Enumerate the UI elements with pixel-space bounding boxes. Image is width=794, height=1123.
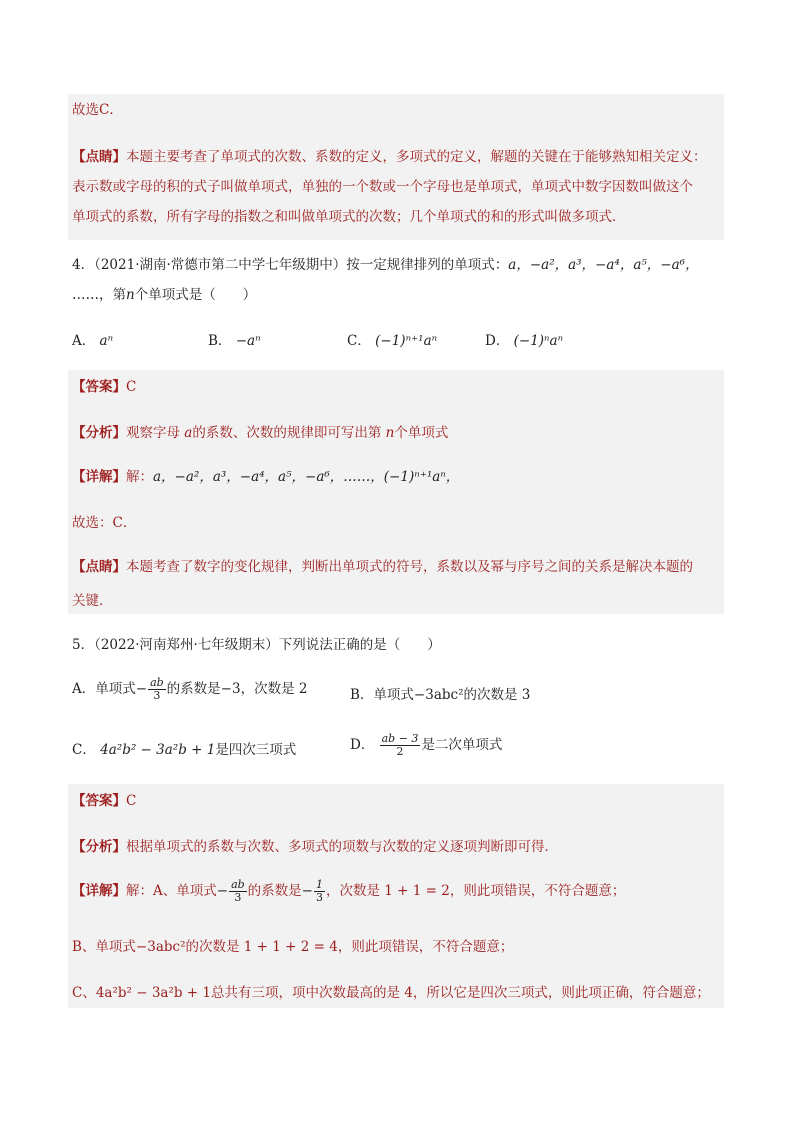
q4-stem-line-2: ……，第n个单项式是（ ） [72, 287, 257, 303]
q5-option-d: D． $\frac{ab - 3}{2}$ 是二次单项式 [350, 732, 503, 758]
q5-option-a: A．单项式− $\frac{ab}{3}$ 的系数是−3，次数是 2 [72, 676, 308, 702]
q5-detail-b: B、单项式−3abc²的次数是 1 + 1 + 2 = 4，则此项错误，不符合题意； [72, 939, 514, 955]
q4-sequence: a，−a²，a³，−a⁴，a⁵，−a⁶， [508, 257, 699, 273]
q4-analysis: 【分析】观察字母 a的系数、次数的规律即可写出第 n个单项式 [72, 425, 449, 441]
solution-block-q4 [68, 370, 724, 614]
q5-stem: 5．（2022·河南郑州·七年级期末）下列说法正确的是（ ） [72, 637, 441, 653]
q4-detail: 【详解】解：a，−a²，a³，−a⁴，a⁵，−a⁶，……，(−1)ⁿ⁺¹aⁿ， [72, 469, 460, 485]
choose-line-q3: 故选C． [72, 102, 123, 118]
q4-answer: 【答案】C [72, 379, 137, 395]
q5-option-a-fraction: $\frac{ab}{3}$ [150, 676, 164, 702]
q5-answer: 【答案】C [72, 793, 137, 809]
q4-choose: 故选：C． [72, 515, 137, 531]
q4-dianjing-1: 【点睛】本题考查了数字的变化规律，判断出单项式的符号，系数以及幂与序号之间的关系是解决本题的 [72, 559, 693, 575]
q4-option-a: A． aⁿ [72, 333, 114, 349]
dianjing-tag: 【点睛】 [72, 149, 126, 165]
q5-option-c: C． 4a²b² − 3a²b + 1是四次三项式 [72, 742, 297, 758]
q4-option-c: C． (−1)ⁿ⁺¹aⁿ [347, 333, 438, 349]
q5-detail-a: 【详解】解：A、单项式− $\frac{ab}{3}$ 的系数是− $\frac{1}{3}$ ，次数是 1 + 1 = 2，则此项错误，不符合题意； [72, 878, 626, 904]
q5-detail-c: C、4a²b² − 3a²b + 1总共有三项，项中次数最高的是 4，所以它是四次三项式，则此项正确，符合题意； [72, 985, 710, 1001]
q4-dianjing-2: 关键． [72, 593, 113, 609]
dianjing-line-2: 表示数或字母的积的式子叫做单项式，单独的一个数或一个字母也是单项式，单项式中数字因数叫做这个 [72, 179, 693, 195]
q4-option-b: B． −aⁿ [208, 333, 261, 349]
q4-stem-line-1: 4．（2021·湖南·常德市第二中学七年级期中）按一定规律排列的单项式：a，−a²，a³，−a⁴，a⁵，−a⁶， [72, 257, 699, 273]
q4-option-d: D． (−1)ⁿaⁿ [485, 333, 564, 349]
dianjing-line-3: 单项式的系数，所有字母的指数之和叫做单项式的次数；几个单项式的和的形式叫做多项式． [72, 209, 626, 225]
dianjing-line-1: 【点睛】本题主要考查了单项式的次数、系数的定义，多项式的定义，解题的关键在于能够熟知相关定义： [72, 149, 707, 165]
q5-option-b: B．单项式−3abc²的次数是 3 [350, 687, 531, 703]
q5-analysis: 【分析】根据单项式的系数与次数、多项式的项数与次数的定义逐项判断即可得． [72, 839, 558, 855]
q5-option-d-fraction: $\frac{ab - 3}{2}$ [381, 732, 419, 758]
